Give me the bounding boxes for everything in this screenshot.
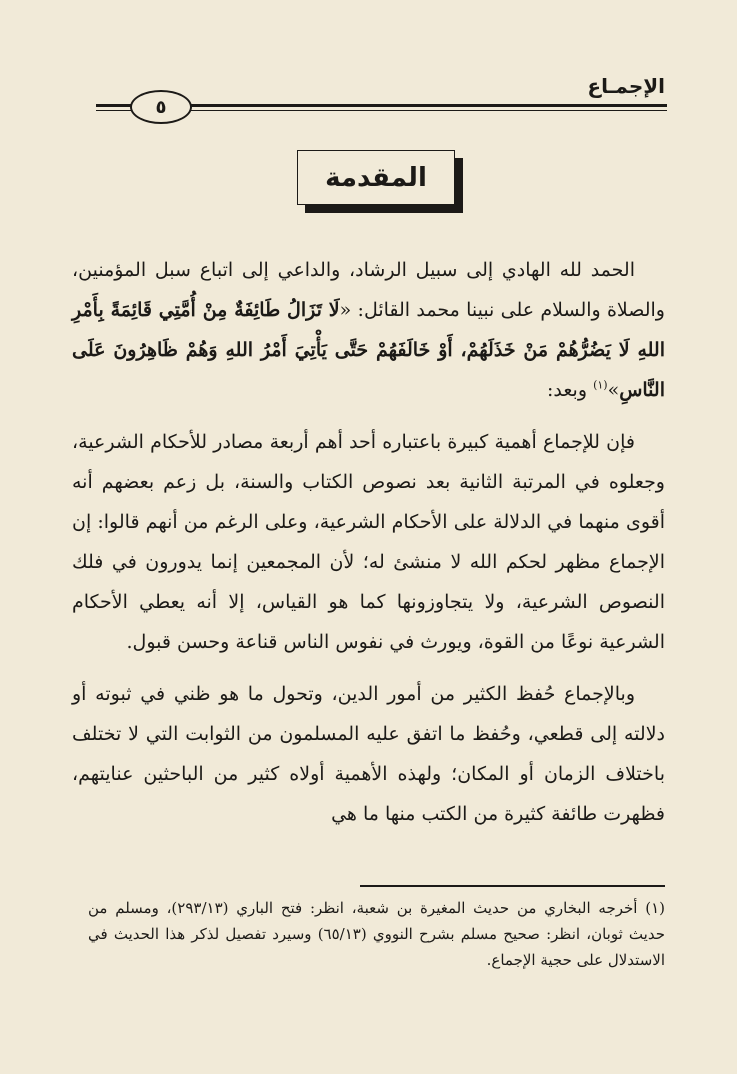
intro-end: وبعد:	[547, 379, 594, 401]
paragraph-preservation: وبالإجماع حُفظ الكثير من أمور الدين، وتحول ما هو ظني في ثبوته أو دلالته إلى قطعي، وحُفظ ما اتفق عليه المسلمون من الثوابت التي لا تختلف باختلاف الزمان أو المكان؛ ولهذه الأهمية أولاه كثير من الباحثين عنايتهم، فظهرت طائفة كثيرة من الكتب منها ما هي	[72, 683, 665, 825]
intro-text: الحمد لله الهادي إلى سبيل الرشاد، والداعي إلى اتباع سبل المؤمنين، والصلاة والسلام على نبينا محمد القائل: «	[72, 259, 665, 321]
footnote-rule	[360, 885, 665, 887]
footnote: (١) أخرجه البخاري من حديث المغيرة بن شعبة، انظر: فتح الباري (٢٩٣/١٣)، ومسلم من حديث ثوبان، انظر: صحيح مسلم بشرح النووي (٦٥/١٣) وسيرد تفصيل لذكر هذا الحديث في الاستدلال على حجية الإجماع.	[88, 899, 666, 969]
quote-close: »	[607, 379, 620, 401]
hadith-quote: لَا تَزَالُ طَائِفَةٌ مِنْ أُمَّتِي قَائِمَةً بِأَمْرِ اللهِ لَا يَضُرُّهُمْ مَنْ خَذَلَهُمْ، أَوْ خَالَفَهُمْ حَتَّى يَأْتِيَ أَمْرُ اللهِ وَهُمْ ظَاهِرُونَ عَلَى النَّاسِ	[72, 299, 665, 401]
page-number: ٥	[130, 90, 192, 124]
paragraph-importance: فإن للإجماع أهمية كبيرة باعتباره أحد أهم أربعة مصادر للأحكام الشرعية، وجعلوه في المرتبة الثانية بعد نصوص الكتاب والسنة، بل زعم بعضهم أنه أقوى منهما في الدلالة على الأحكام الشرعية، وعلى الرغم من أنهم قالوا: إن الإجماع مظهر لحكم الله لا منشئ له؛ لأن المجمعين إنما يدورون في فلك النصوص الشرعية، ولا يتجاوزونها كما هو القياس، إلا أنه يعطي الأحكام الشرعية نوعًا من القوة، ويورث في نفوس الناس قناعة وحسن قبول.	[72, 431, 665, 653]
paragraph-intro	[72, 250, 665, 410]
running-title: الإجمـاع	[587, 74, 665, 98]
body-text	[72, 250, 665, 846]
chapter-title: المقدمة	[297, 150, 455, 205]
footnote-ref: (١)	[593, 378, 608, 392]
